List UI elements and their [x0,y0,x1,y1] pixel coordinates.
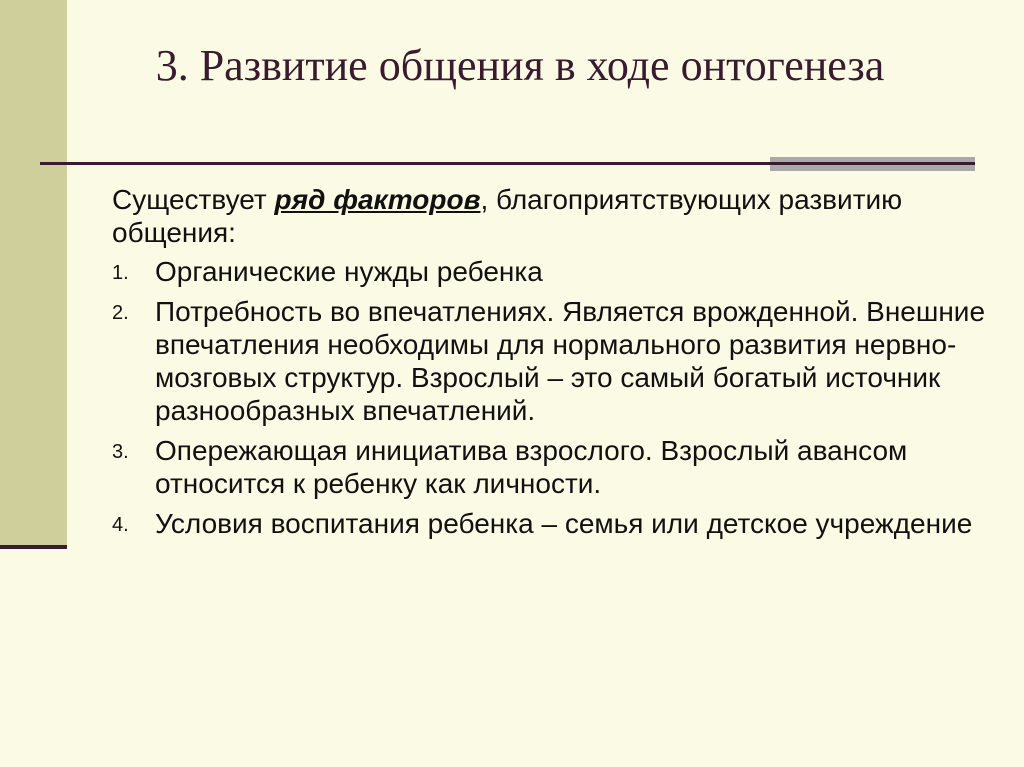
title-divider-line [40,162,770,165]
intro-text-start: Существует [112,184,275,215]
list-item-number: 3. [112,441,129,463]
list-item-number: 4. [112,514,129,536]
intro-paragraph [112,183,992,249]
list-item-number: 1. [112,262,129,284]
list-item-text: Опережающая инициатива взрослого. Взрослый авансом относится к ребенку как личности. [155,435,908,499]
intro-text-end: , благоприятствующих развитию общения: [112,184,903,248]
factors-list [112,255,992,540]
list-item [112,295,992,427]
list-item [112,255,992,288]
list-item-text: Органические нужды ребенка [155,256,543,287]
left-accent-bar [0,0,67,545]
list-item [112,434,992,500]
title-divider-accent [770,157,975,171]
list-item-text: Условия воспитания ребенка – семья или детское учреждение [155,508,973,539]
intro-emphasis: ряд факторов [274,184,481,215]
slide-body [112,183,992,547]
list-item-number: 2. [112,302,129,324]
list-item [112,507,992,540]
list-item-text: Потребность во впечатлениях. Является врожденной. Внешние впечатления необходимы для нормального развития нервно-мозговых структур. Взрослый – это самый богатый источник разнообразных впечатлений. [155,296,986,426]
left-bar-divider [0,545,67,549]
slide-title: 3. Развитие общения в ходе онтогенеза [155,41,885,90]
